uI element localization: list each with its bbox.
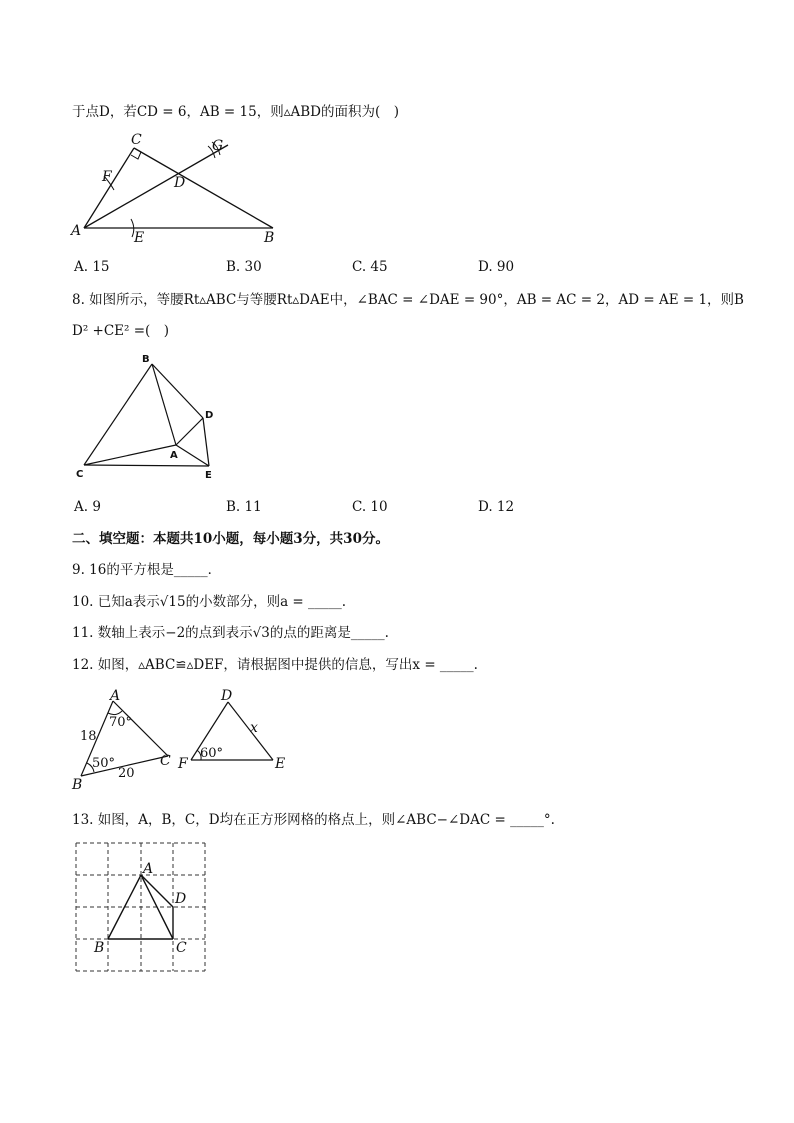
q12-label-x: x [250,720,258,736]
q13-label-b: B [94,940,105,956]
q9-stem: 9. 16的平方根是_____． [72,562,222,578]
q7-label-g: G [212,138,224,154]
q8-label-b: B [142,354,150,365]
q8-option-d[interactable]: D. 12 [478,499,515,515]
q7-label-a: A [71,223,82,239]
section-2-heading: 二、填空题：本题共10小题，每小题3分，共30分。 [72,531,389,547]
q7-label-d: D [174,175,186,191]
q12-label-a: A [110,688,121,704]
q13-label-a: A [143,861,154,877]
q13-stem: 13. 如图，A，B，C，D均在正方形网格的格点上，则∠ABC−∠DAC = _____°. [72,812,555,828]
q7-label-b: B [264,230,275,246]
q8-option-b[interactable]: B. 11 [226,499,262,515]
q8-label-d: D [205,410,214,421]
q12-label-f: F [178,756,188,772]
q8-stem-line2: D² +CE² =( ) [72,323,170,339]
q8-option-a[interactable]: A. 9 [74,499,101,515]
q7-option-c[interactable]: C. 45 [352,259,388,275]
q8-label-a: A [170,450,178,461]
q7-option-b[interactable]: B. 30 [226,259,262,275]
q12-label-c: C [160,753,171,769]
q8-label-c: C [76,469,84,480]
q7-stem: 于点D，若CD = 6，AB = 15，则▵ABD的面积为( ) [72,104,400,120]
q11-stem: 11. 数轴上表示−2的点到表示√3的点的距离是_____. [72,625,389,641]
q7-option-d[interactable]: D. 90 [478,259,515,275]
q12-angle-b: 50° [92,756,116,771]
q12-label-e: E [275,756,286,772]
q8-option-c[interactable]: C. 10 [352,499,388,515]
q7-option-a[interactable]: A. 15 [74,259,110,275]
q7-label-f: F [102,169,112,185]
q8-label-e: E [205,470,212,481]
q12-side-ab: 18 [80,729,97,744]
q12-side-bc: 20 [118,766,135,781]
q12-angle-a: 70° [109,715,133,730]
q7-label-c: C [131,132,142,148]
q12-angle-f: 60° [200,746,224,761]
q12-label-b: B [72,777,83,793]
q13-label-d: D [175,891,187,907]
q13-label-c: C [176,940,187,956]
q10-stem: 10. 已知a表示√15的小数部分，则a = _____. [72,594,347,610]
q12-label-d: D [221,688,233,704]
q12-stem: 12. 如图，▵ABC≌▵DEF，请根据图中提供的信息，写出x = _____. [72,657,478,673]
q8-stem-line1: 8. 如图所示，等腰Rt▵ABC与等腰Rt▵DAE中，∠BAC = ∠DAE = 90°，AB = AC = 2，AD = AE = 1，则B [72,292,744,308]
q7-label-e: E [134,230,145,246]
